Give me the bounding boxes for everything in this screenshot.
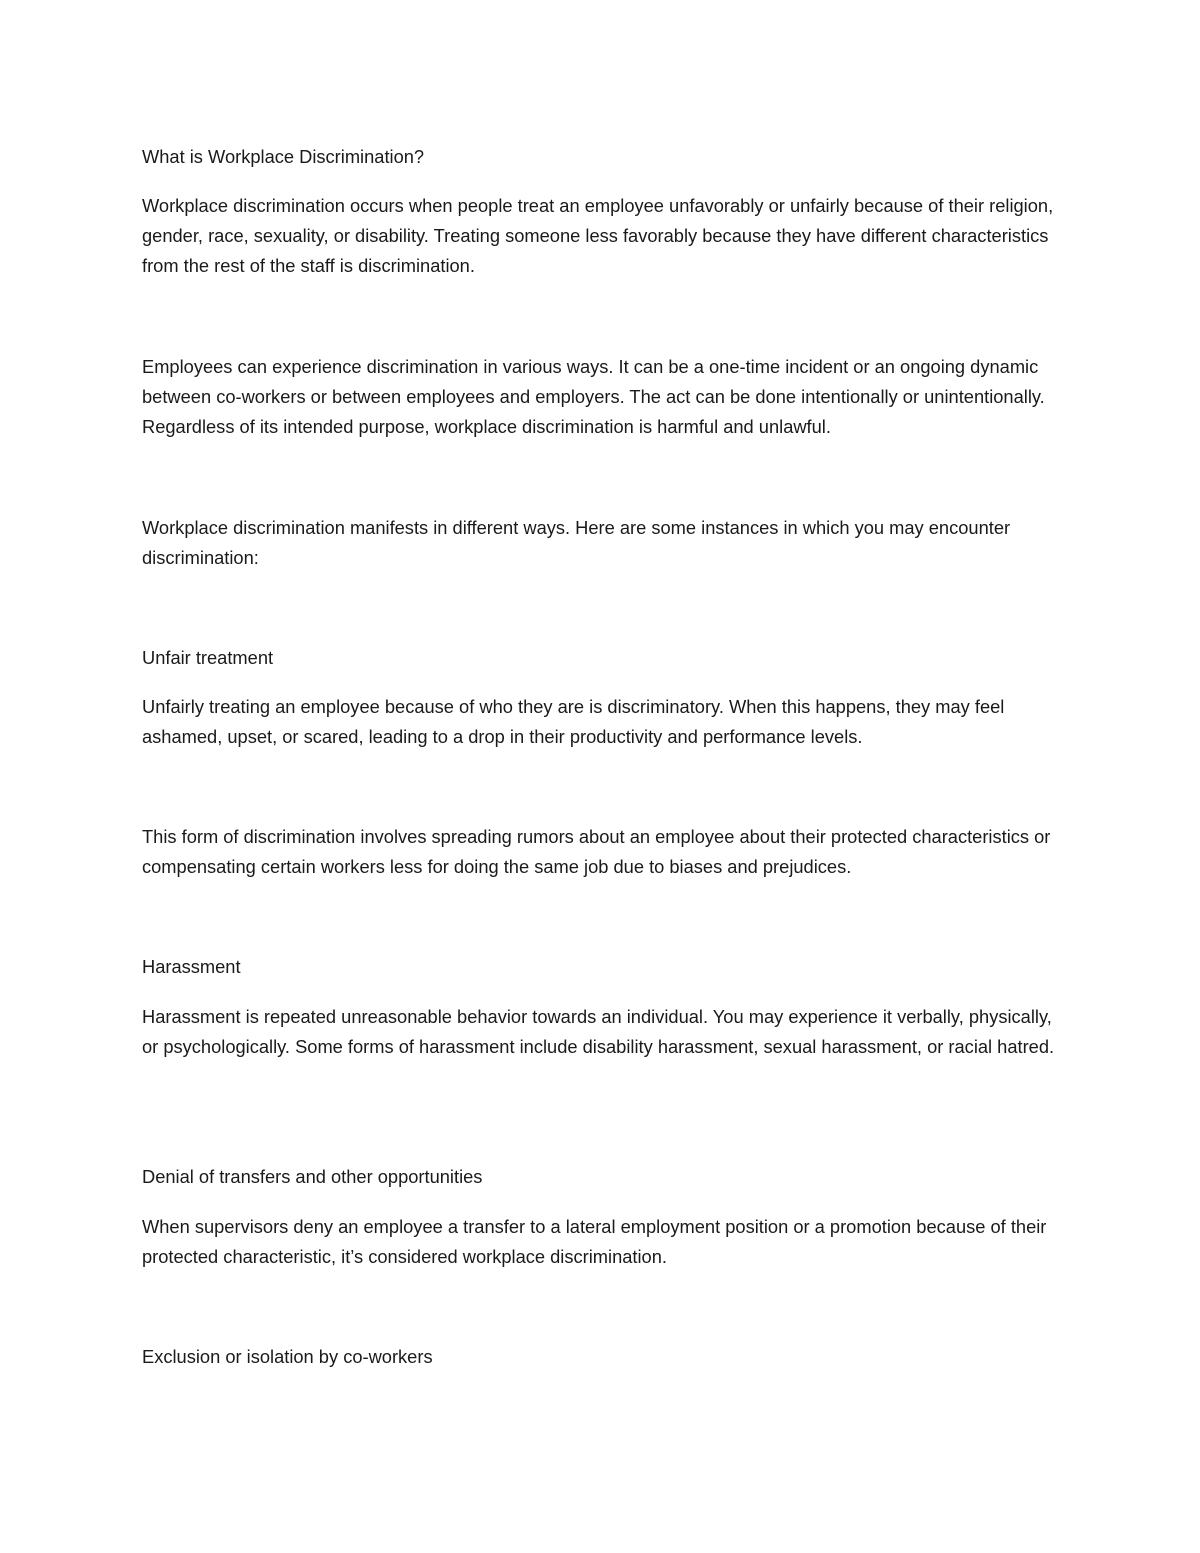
body-paragraph: Workplace discrimination manifests in different ways. Here are some instances in which you may encounter discrimination: (142, 517, 1011, 568)
section-heading-exclusion-or-isolation: Exclusion or isolation by co-workers (142, 1346, 433, 1367)
section-paragraph: Unfairly treating an employee because of who they are is discriminatory. When this happens, they may feel ashamed, upset, or scared, leading to a drop in their productivity and performance levels. (142, 696, 1005, 747)
body-paragraph: Employees can experience discrimination in various ways. It can be a one-time incident or an ongoing dynamic between co-workers or between employees and employers. The act can be done intentionally or unintentionally. Regardless of its intended purpose, workplace discrimination is harmful and unlawful. (142, 356, 1045, 437)
section-heading-unfair-treatment: Unfair treatment (142, 647, 274, 668)
section-paragraph: Harassment is repeated unreasonable behavior towards an individual. You may experience it verbally, physically, or psychologically. Some forms of harassment include disability harassment, sexual harassment, or racial hatred. (142, 1006, 1055, 1057)
document-title: What is Workplace Discrimination? (142, 146, 425, 167)
intro-paragraph: Workplace discrimination occurs when people treat an employee unfavorably or unfairly because of their religion, gender, race, sexuality, or disability. Treating someone less favorably because they have different characteristics from the rest of the staff is discrimination. (142, 195, 1054, 276)
section-heading-harassment: Harassment (142, 956, 241, 977)
section-paragraph: This form of discrimination involves spreading rumors about an employee about their protected characteristics or compensating certain workers less for doing the same job due to biases and prejudices. (142, 826, 1051, 877)
section-heading-denial-of-transfers: Denial of transfers and other opportunities (142, 1166, 483, 1187)
section-paragraph: When supervisors deny an employee a transfer to a lateral employment position or a promotion because of their protected characteristic, it’s considered workplace discrimination. (142, 1216, 1047, 1267)
